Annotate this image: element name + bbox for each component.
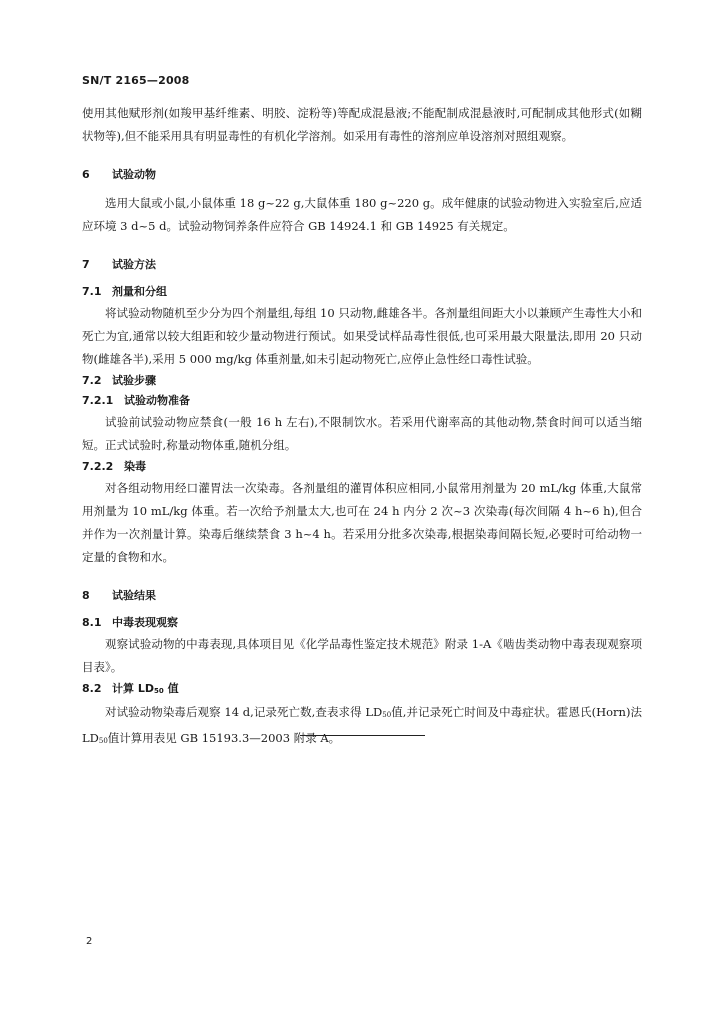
section-6-heading: [82, 164, 642, 186]
section-7-1-paragraph: 将试验动物随机至少分为四个剂量组,每组 10 只动物,雌雄各半。各剂量组间距大小以兼顾产生毒性大小和死亡为宜,通常以较大组距和较少量动物进行预试。如果受试样品毒性很低,也可采用最大限量法,即用 20 只动物(雌雄各半),采用 5 000 mg/kg 体重剂量,如未引起动物死亡,应停止急性经口毒性试验。: [82, 306, 642, 366]
document-header-id: SN/T 2165—2008: [82, 74, 190, 87]
section-7-2-heading: [82, 371, 642, 391]
section-title: 试验方法: [112, 258, 156, 271]
section-title: 试验动物准备: [124, 394, 190, 407]
text-part: 对试验动物染毒后观察 14 d,记录死亡数,查表求得 LD: [105, 705, 383, 719]
section-title-prefix: 计算 LD: [112, 682, 154, 695]
section-number: 7.1: [82, 285, 102, 298]
section-7-2-2-heading: [82, 457, 642, 477]
section-title: 染毒: [124, 460, 146, 473]
section-7-2-2-paragraph: 对各组动物用经口灌胃法一次染毒。各剂量组的灌胃体积应相同,小鼠常用剂量为 20 mL/kg 体重,大鼠常用剂量为 10 mL/kg 体重。若一次给予剂量太大,也可在 24 h 内分 2 次~3 次染毒(每次间隔 4 h~6 h),但合并作为一次剂量计算。染毒后继续禁食 3 h~4 h。若采用分批多次染毒,根据染毒间隔长短,必要时可给动物一定量的食物和水。: [82, 481, 642, 564]
section-title: 试验动物: [112, 168, 156, 181]
section-8-2-paragraph: [82, 701, 642, 753]
subscript: 50: [153, 687, 164, 695]
page-number: 2: [86, 936, 93, 947]
section-number: 6: [82, 168, 90, 181]
intro-paragraph: 使用其他赋形剂(如羧甲基纤维素、明胶、淀粉等)等配成混悬液;不能配制成混悬液时,可配制成其他形式(如糊状物等),但不能采用具有明显毒性的有机化学溶剂。如采用有毒性的溶剂应单设溶剂对照组观察。: [82, 106, 642, 143]
section-title: 剂量和分组: [112, 285, 167, 298]
section-6-paragraph: 选用大鼠或小鼠,小鼠体重 18 g~22 g,大鼠体重 180 g~220 g。成年健康的试验动物进入实验室后,应适应环境 3 d~5 d。试验动物饲养条件应符合 GB 14924.1 和 GB 14925 有关规定。: [82, 196, 642, 233]
text-part: 值计算用表见 GB 15193.3—2003 附录 A。: [107, 731, 341, 745]
section-number: 7.2: [82, 374, 102, 387]
section-8-1-heading: [82, 613, 642, 633]
section-number: 7.2.2: [82, 460, 114, 473]
section-7-2-1-paragraph: 试验前试验动物应禁食(一般 16 h 左右),不限制饮水。若采用代谢率高的其他动物,禁食时间可以适当缩短。正式试验时,称量动物体重,随机分组。: [82, 415, 642, 452]
section-8-2-heading: [82, 679, 642, 701]
section-title-suffix: 值: [163, 682, 179, 695]
section-number: 7.2.1: [82, 394, 114, 407]
section-title: 中毒表现观察: [112, 616, 178, 629]
subscript: 50: [98, 737, 108, 745]
section-number: 8.1: [82, 616, 102, 629]
text-part: 值,并记录死亡时间及中毒症状。霍恩氏(Horn)法 LD: [82, 705, 642, 745]
subscript: 50: [382, 711, 392, 719]
section-number: 8: [82, 589, 90, 602]
section-7-2-1-heading: [82, 391, 642, 411]
page-body: [82, 102, 642, 753]
section-title: 试验步骤: [112, 374, 156, 387]
section-number: 8.2: [82, 682, 102, 695]
section-7-heading: [82, 254, 642, 276]
section-7-1-heading: [82, 282, 642, 302]
end-rule: [300, 735, 425, 736]
section-title: 试验结果: [112, 589, 156, 602]
section-8-1-paragraph: 观察试验动物的中毒表现,具体项目见《化学品毒性鉴定技术规范》附录 1-A《啮齿类动物中毒表现观察项目表》。: [82, 637, 642, 674]
section-8-heading: [82, 585, 642, 607]
section-number: 7: [82, 258, 90, 271]
